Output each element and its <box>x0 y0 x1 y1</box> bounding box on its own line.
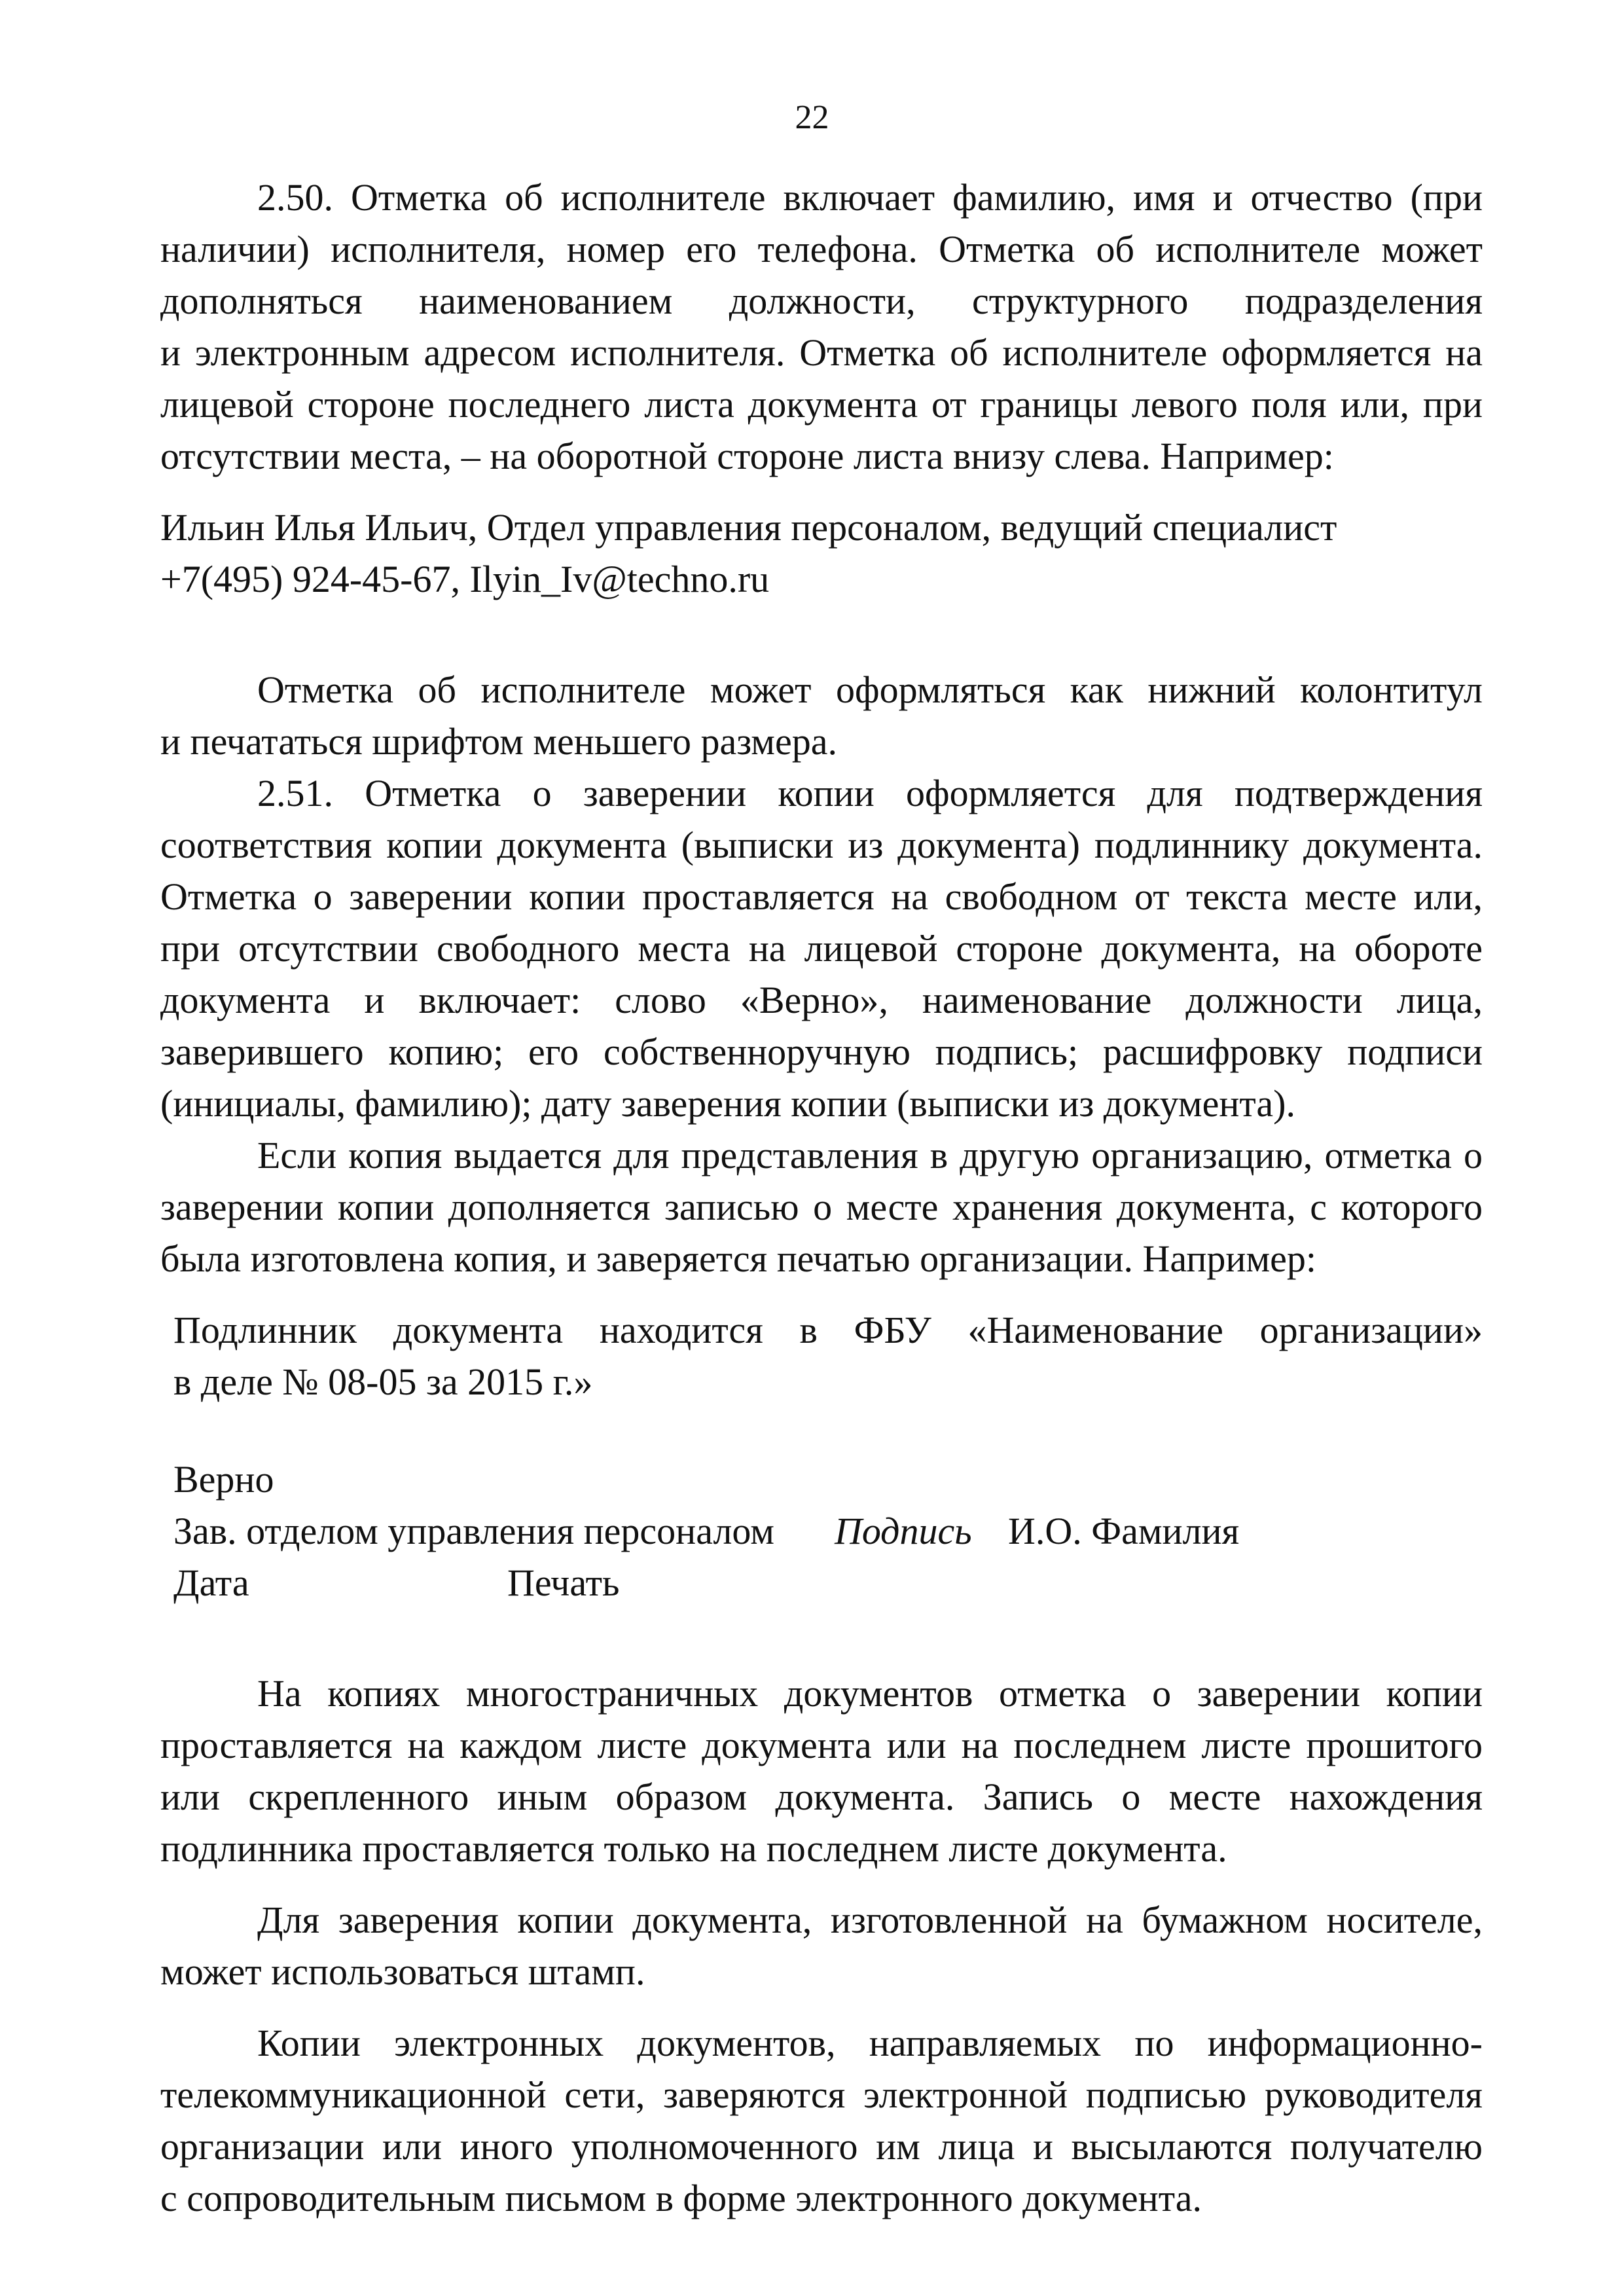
text-line: с сопроводительным письмом в форме электронного документа. <box>160 2177 1202 2219</box>
paragraph-other-organization <box>160 1129 1483 1285</box>
example-executor <box>160 501 1483 605</box>
certification-date: Дата <box>173 1561 249 1604</box>
example-original-location <box>160 1304 1483 1408</box>
text-line: лицевой стороне последнего листа документа от границы левого поля или, при <box>160 383 1483 426</box>
text-line: 2.51. Отметка о заверении копии оформляется для подтверждения <box>257 772 1483 814</box>
certification-signature-row <box>173 1505 1483 1557</box>
text-line: Если копия выдается для представления в другую организацию, отметка о <box>257 1134 1483 1176</box>
text-line: документа и включает: слово «Верно», наименование должности лица, <box>160 979 1483 1021</box>
certification-name: И.О. Фамилия <box>1008 1510 1240 1552</box>
certification-stamp: Печать <box>507 1561 620 1604</box>
text-line: при отсутствии свободного места на лицевой стороне документа, на обороте <box>160 927 1483 970</box>
certification-date-row <box>173 1557 1483 1609</box>
page-number: 22 <box>795 99 829 136</box>
text-line: отсутствии места, – на оборотной стороне листа внизу слева. Например: <box>160 435 1334 477</box>
certification-verno: Верно <box>173 1458 274 1501</box>
paragraph-2-50 <box>160 172 1483 482</box>
text-line: дополняться наименованием должности, структурного подразделения <box>160 280 1483 322</box>
text-line: организации или иного уполномоченного им лица и высылаются получателю <box>160 2125 1483 2168</box>
example-executor-line: Ильин Илья Ильич, Отдел управления персоналом, ведущий специалист <box>160 506 1337 549</box>
certification-position: Зав. отделом управления персоналом <box>173 1510 775 1552</box>
paragraph-multipage <box>160 1667 1483 1874</box>
text-line: телекоммуникационной сети, заверяются электронной подписью руководителя <box>160 2073 1483 2116</box>
text-line: соответствия копии документа (выписки из документа) подлиннику документа. <box>160 824 1483 866</box>
paragraph-electronic-copies <box>160 2017 1483 2224</box>
example-executor-contact: +7(495) 924-45-67, Ilyin_Iv@techno.ru <box>160 558 770 600</box>
text-line: 2.50. Отметка об исполнителе включает фамилию, имя и отчество (при <box>257 176 1483 219</box>
text-line: заверившего копию; его собственноручную подпись; расшифровку подписи <box>160 1030 1483 1073</box>
document-body <box>160 172 1483 2224</box>
text-line: Для заверения копии документа, изготовленной на бумажном носителе, <box>257 1899 1483 1941</box>
text-line: была изготовлена копия, и заверяется печатью организации. Например: <box>160 1237 1316 1280</box>
text-line: и электронным адресом исполнителя. Отметка об исполнителе оформляется на <box>160 331 1483 374</box>
text-line: наличии) исполнителя, номер его телефона. Отметка об исполнителе может <box>160 228 1483 270</box>
text-line: заверении копии дополняется записью о месте хранения документа, с которого <box>160 1186 1483 1228</box>
text-line: или скрепленного иным образом документа. Запись о месте нахождения <box>160 1776 1483 1818</box>
text-line: может использоваться штамп. <box>160 1950 645 1993</box>
example-certification <box>160 1453 1483 1609</box>
certification-signature: Подпись <box>835 1510 972 1552</box>
text-line: проставляется на каждом листе документа или на последнем листе прошитого <box>160 1724 1483 1766</box>
text-line: На копиях многостраничных документов отметка о заверении копии <box>257 1672 1483 1715</box>
text-line: Отметка об исполнителе может оформляться как нижний колонтитул <box>257 668 1483 711</box>
text-line: подлинника проставляется только на последнем листе документа. <box>160 1827 1227 1870</box>
paragraph-2-51 <box>160 767 1483 1129</box>
example-original-line: Подлинник документа находится в ФБУ «Наименование организации» <box>173 1309 1483 1351</box>
text-line: (инициалы, фамилию); дату заверения копии (выписки из документа). <box>160 1082 1295 1125</box>
text-line: и печататься шрифтом меньшего размера. <box>160 720 837 763</box>
paragraph-stamp-usage <box>160 1894 1483 1997</box>
text-line: Отметка о заверении копии проставляется на свободном от текста месте или, <box>160 875 1483 918</box>
paragraph-footer-note <box>160 664 1483 767</box>
example-original-case: в деле № 08-05 за 2015 г.» <box>173 1360 593 1403</box>
text-line: Копии электронных документов, направляемых по информационно- <box>257 2022 1483 2064</box>
